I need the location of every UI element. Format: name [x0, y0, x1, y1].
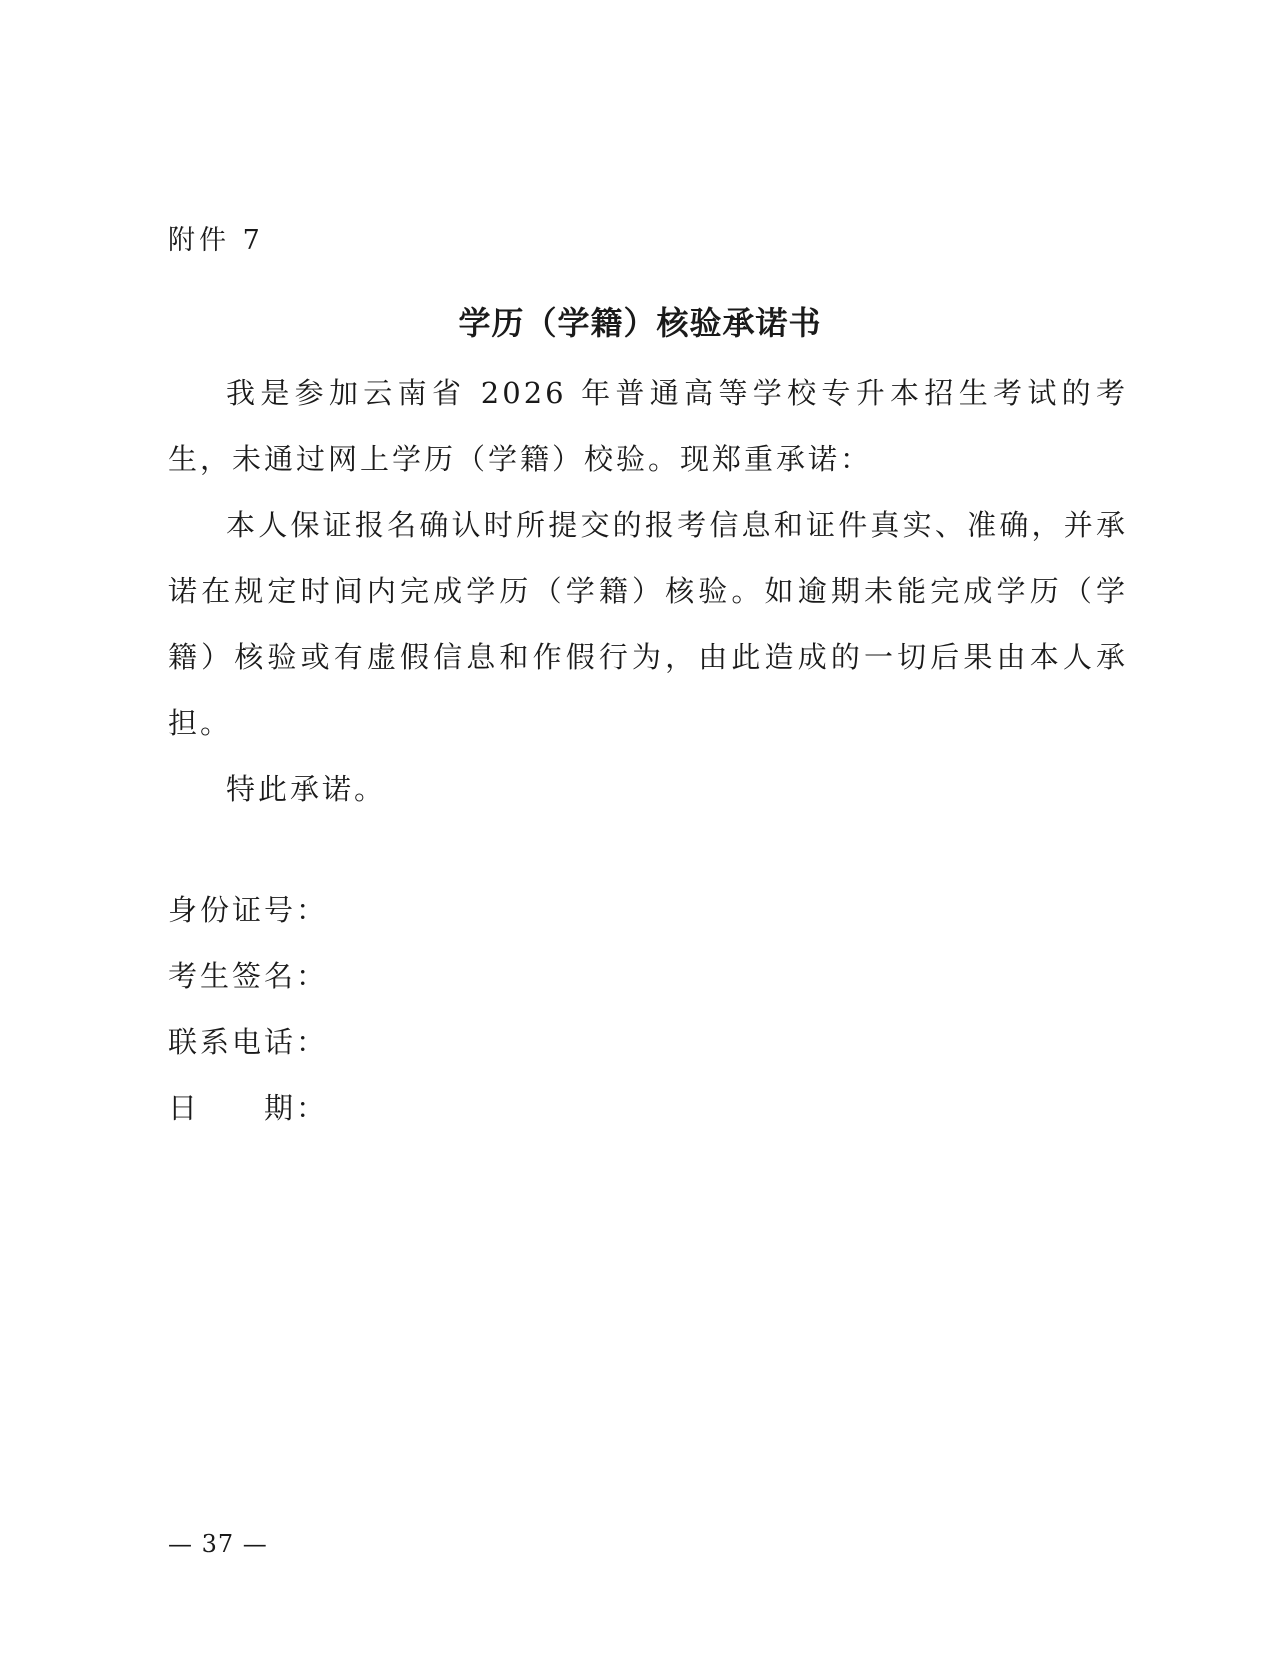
page-number: — 37 — — [168, 1530, 268, 1558]
paragraph-intro: 我是参加云南省 2026 年普通高等学校专升本招生考试的考生，未通过网上学历（学籍）校验。现郑重承诺： — [168, 376, 1128, 476]
date-label-part1: 日 — [168, 1091, 201, 1125]
id-number-label: 身份证号： — [168, 893, 329, 927]
document-title: 学历（学籍）核验承诺书 — [458, 304, 822, 342]
paragraph-closing: 特此承诺。 — [226, 772, 387, 806]
signature-fields — [168, 890, 328, 1154]
signature-field — [168, 956, 328, 1022]
signature-label: 考生签名： — [168, 959, 329, 993]
paragraph-commitment: 本人保证报名确认时所提交的报考信息和证件真实、准确，并承诺在规定时间内完成学历（学籍）核验。如逾期未能完成学历（学籍）核验或有虚假信息和作假行为，由此造成的一切后果由本人承担。 — [168, 508, 1128, 740]
phone-field — [168, 1022, 328, 1088]
id-number-field — [168, 890, 328, 956]
commitment-body — [168, 360, 1128, 822]
attachment-label: 附件 7 — [168, 225, 264, 256]
phone-label: 联系电话： — [168, 1025, 329, 1059]
date-field — [168, 1088, 328, 1154]
date-label-part2: 期： — [264, 1091, 329, 1125]
